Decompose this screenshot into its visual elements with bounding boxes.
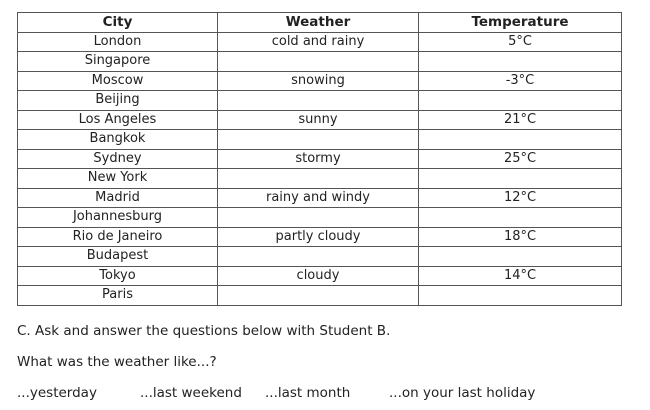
city-cell: Tokyo (18, 266, 218, 286)
time-options (0, 384, 650, 402)
weather-cell (218, 52, 419, 72)
city-cell: Paris (18, 286, 218, 306)
temperature-cell: 18°C (419, 227, 622, 247)
option-yesterday: ...yesterday (17, 385, 97, 401)
weather-cell: cold and rainy (218, 32, 419, 52)
temperature-cell: 21°C (419, 110, 622, 130)
table-row (18, 208, 622, 228)
option-last-month: ...last month (265, 385, 351, 401)
table-row (18, 247, 622, 267)
city-cell: Moscow (18, 71, 218, 91)
temperature-cell (419, 52, 622, 72)
weather-cell: sunny (218, 110, 419, 130)
temperature-cell: 25°C (419, 149, 622, 169)
weather-table (17, 12, 622, 306)
weather-cell: snowing (218, 71, 419, 91)
table-header-row (18, 13, 622, 33)
exercise-instruction: C. Ask and answer the questions below with Student B. (17, 323, 391, 339)
weather-cell: partly cloudy (218, 227, 419, 247)
temperature-cell (419, 130, 622, 150)
table-row (18, 227, 622, 247)
city-cell: Beijing (18, 91, 218, 111)
table-row (18, 188, 622, 208)
table-body (18, 32, 622, 305)
exercise-question: What was the weather like...? (17, 354, 217, 370)
weather-cell (218, 169, 419, 189)
temperature-cell: -3°C (419, 71, 622, 91)
table-row (18, 286, 622, 306)
city-cell: New York (18, 169, 218, 189)
table-row (18, 130, 622, 150)
table-row (18, 266, 622, 286)
city-cell: Rio de Janeiro (18, 227, 218, 247)
table-row (18, 169, 622, 189)
table-row (18, 32, 622, 52)
city-cell: Madrid (18, 188, 218, 208)
temperature-cell (419, 208, 622, 228)
weather-cell (218, 208, 419, 228)
option-last-weekend: ...last weekend (140, 385, 242, 401)
weather-cell (218, 130, 419, 150)
temperature-cell (419, 247, 622, 267)
city-cell: Budapest (18, 247, 218, 267)
city-cell: Sydney (18, 149, 218, 169)
table-row (18, 52, 622, 72)
table-row (18, 91, 622, 111)
weather-cell: rainy and windy (218, 188, 419, 208)
table-row (18, 149, 622, 169)
header-city: City (18, 13, 218, 33)
header-weather: Weather (218, 13, 419, 33)
weather-cell (218, 91, 419, 111)
city-cell: Johannesburg (18, 208, 218, 228)
weather-cell (218, 286, 419, 306)
option-last-holiday: ...on your last holiday (389, 385, 536, 401)
city-cell: London (18, 32, 218, 52)
temperature-cell (419, 91, 622, 111)
weather-cell: cloudy (218, 266, 419, 286)
weather-cell (218, 247, 419, 267)
weather-cell: stormy (218, 149, 419, 169)
city-cell: Bangkok (18, 130, 218, 150)
temperature-cell: 12°C (419, 188, 622, 208)
table-row (18, 71, 622, 91)
table-row (18, 110, 622, 130)
temperature-cell (419, 286, 622, 306)
temperature-cell: 5°C (419, 32, 622, 52)
city-cell: Los Angeles (18, 110, 218, 130)
city-cell: Singapore (18, 52, 218, 72)
temperature-cell (419, 169, 622, 189)
temperature-cell: 14°C (419, 266, 622, 286)
header-temperature: Temperature (419, 13, 622, 33)
